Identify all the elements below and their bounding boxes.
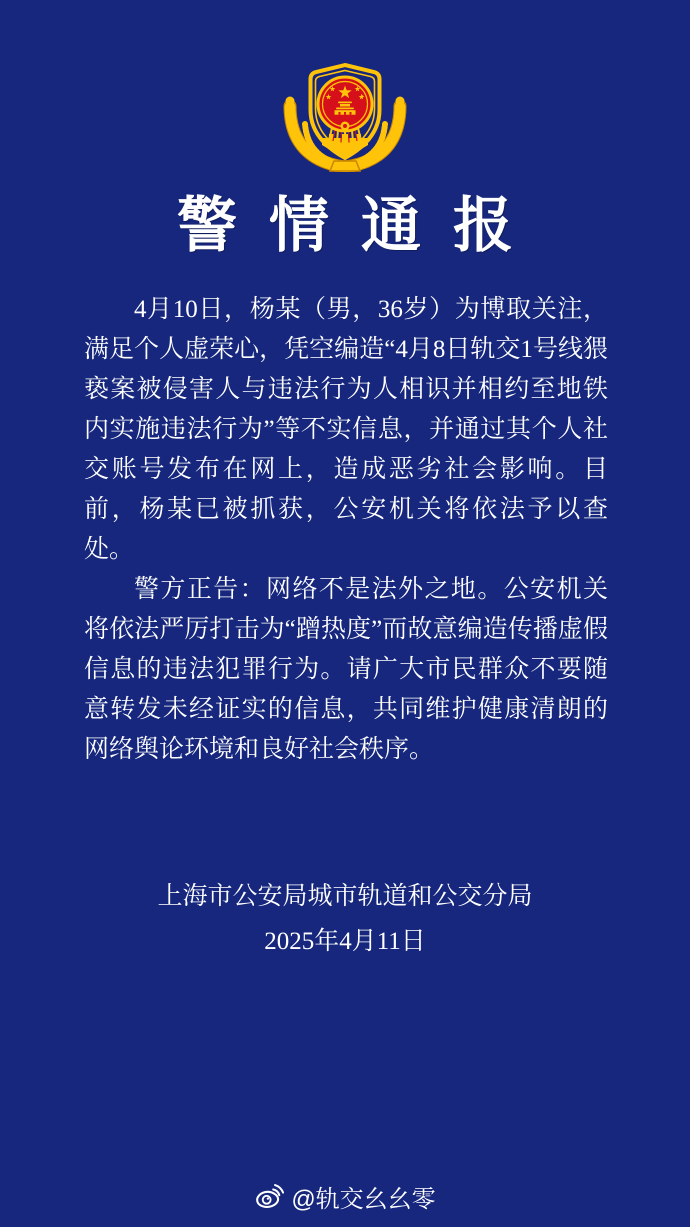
- police-badge-icon: [282, 62, 408, 172]
- notice-paragraph-2: 警方正告：网络不是法外之地。公安机关将依法严厉打击为“蹭热度”而故意编造传播虚假信息的违法犯罪行为。请广大市民群众不要随意转发未经证实的信息，共同维护健康清朗的网络舆论环境和良好社会秩序。: [84, 576, 608, 763]
- signature-block: [0, 880, 690, 958]
- issuing-agency: 上海市公安局城市轨道和公交分局: [157, 883, 533, 910]
- notice-title: [0, 188, 690, 264]
- watermark-handle: @轨交幺幺零: [291, 1186, 436, 1213]
- weibo-icon: [254, 1183, 284, 1210]
- issue-date: 2025年4月11日: [264, 928, 426, 955]
- notice-paragraph-1: 4月10日，杨某（男，36岁）为博取关注，满足个人虚荣心，凭空编造“4月8日轨交1号线猥亵案被侵害人与违法行为人相识并相约至地铁内实施违法行为”等不实信息，并通过其个人社交账号发布在网上，造成恶劣社会影响。目前，杨某已被抓获，公安机关将依法予以查处。: [84, 296, 608, 563]
- police-badge-emblem: [282, 62, 408, 172]
- notice-body: [84, 290, 608, 770]
- notice-title-text: 警情通报: [177, 193, 545, 259]
- watermark: [0, 1179, 690, 1214]
